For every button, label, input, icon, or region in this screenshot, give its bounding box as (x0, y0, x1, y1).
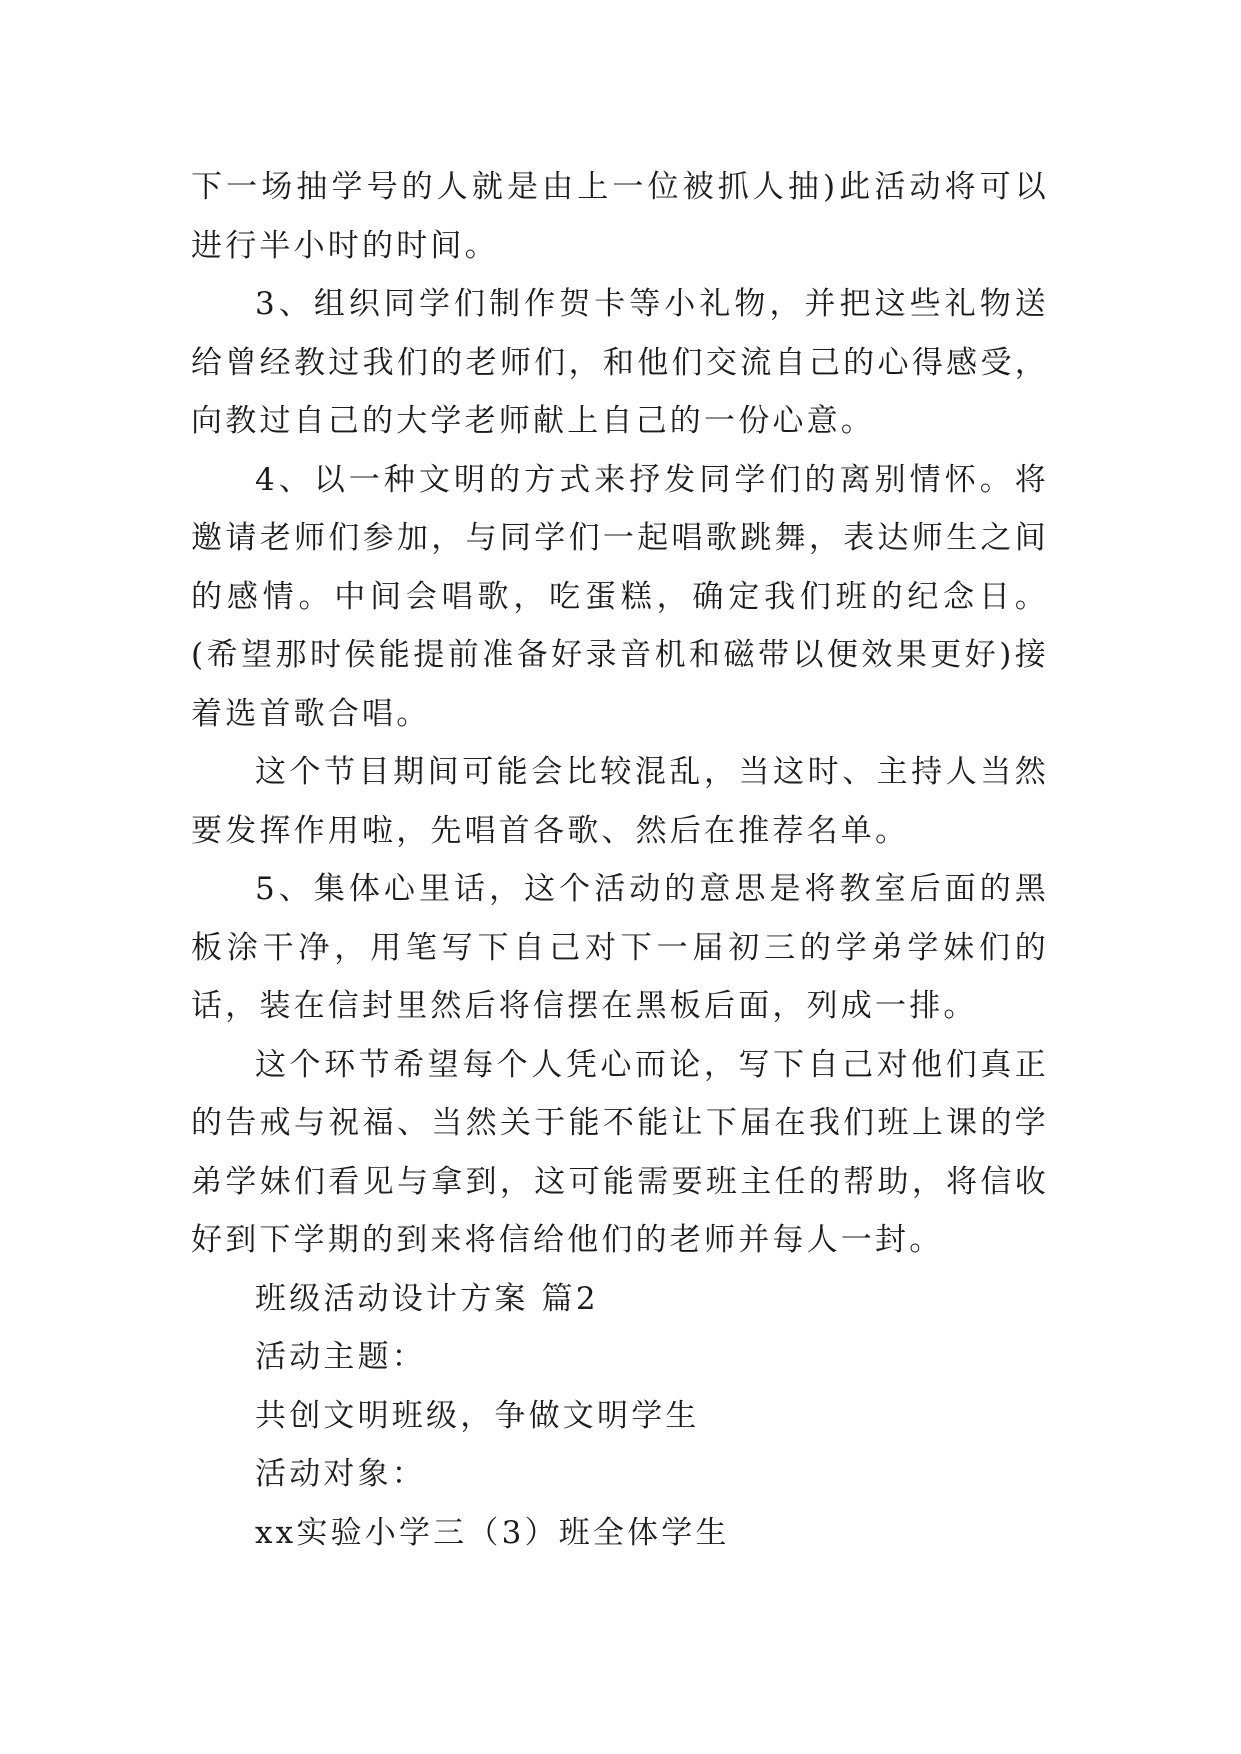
theme-value: 共创文明班级，争做文明学生 (255, 1397, 700, 1434)
paragraph-item-5: 5、集体心里话，这个活动的意思是将教室后面的黑板涂干净，用笔写下自己对下一届初三的学弟学妹们的话，装在信封里然后将信摆在黑板后面，列成一排。 (191, 871, 1049, 1024)
document-body (191, 158, 1049, 1562)
target-label: 活动对象： (255, 1456, 426, 1492)
section-title: 班级活动设计方案 篇2 (255, 1280, 599, 1317)
target-value: xx实验小学三（3）班全体学生 (255, 1514, 730, 1551)
paragraph-item-4: 4、以一种文明的方式来抒发同学们的离别情怀。将邀请老师们参加，与同学们一起唱歌跳舞，表达师生之间的感情。中间会唱歌，吃蛋糕，确定我们班的纪念日。(希望那时侯能提前准备好录音机和磁带以便效果更好)接着选首歌合唱。 (191, 461, 1049, 732)
paragraph-item-3: 3、组织同学们制作贺卡等小礼物，并把这些礼物送给曾经教过我们的老师们，和他们交流自己的心得感受，向教过自己的大学老师献上自己的一份心意。 (191, 286, 1049, 439)
paragraph-continuation: 下一场抽学号的人就是由上一位被抓人抽)此活动将可以进行半小时的时间。 (191, 169, 1049, 264)
theme-label: 活动主题： (255, 1339, 426, 1375)
paragraph-host-note: 这个节目期间可能会比较混乱，当这时、主持人当然要发挥作用啦，先唱首各歌、然后在推荐名单。 (191, 754, 1049, 849)
paragraph-letter-note: 这个环节希望每个人凭心而论，写下自己对他们真正的告戒与祝福、当然关于能不能让下届在我们班上课的学弟学妹们看见与拿到，这可能需要班主任的帮助，将信收好到下学期的到来将信给他们的老师并每人一封。 (191, 1046, 1049, 1258)
